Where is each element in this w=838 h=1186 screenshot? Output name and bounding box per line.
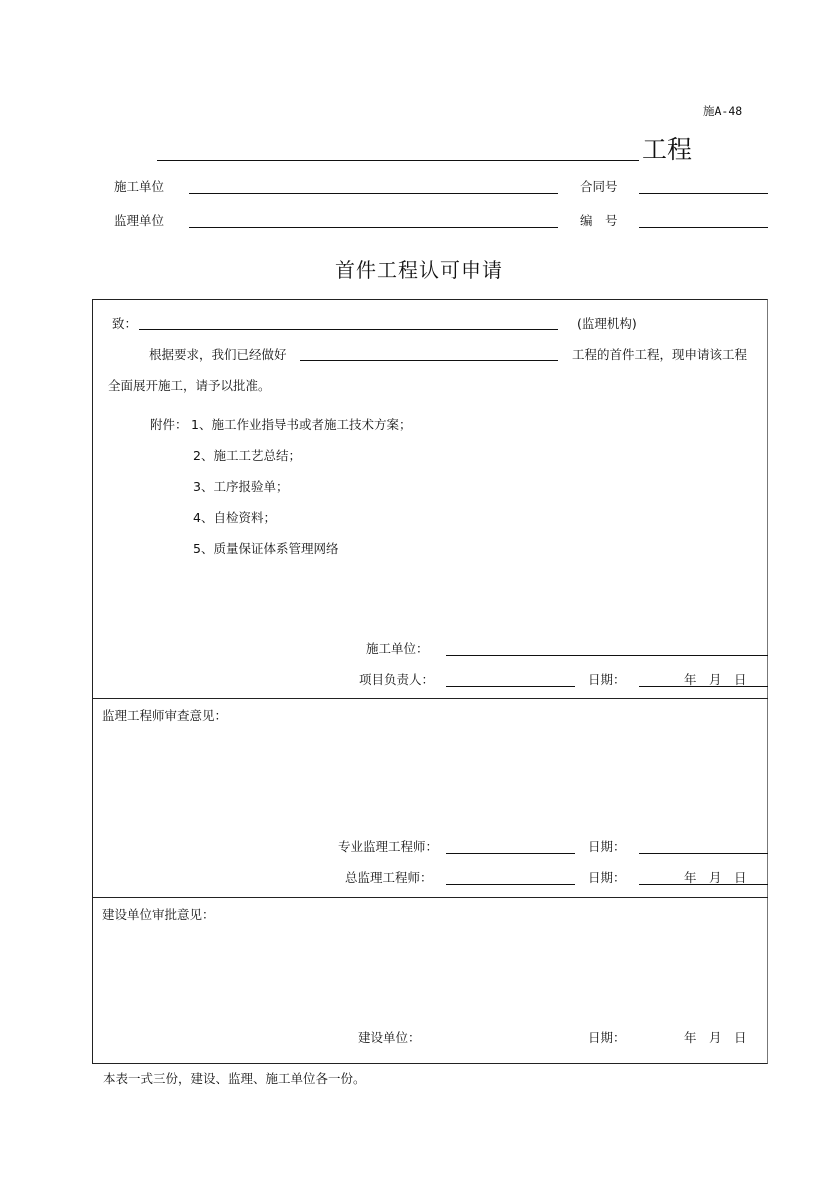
specialist-engineer-label: 专业监理工程师： — [338, 839, 439, 854]
construction-unit-field[interactable] — [189, 193, 558, 194]
date-ymd: 年 月 日 — [684, 870, 747, 885]
date-label: 日期： — [588, 672, 626, 687]
section-divider — [92, 698, 768, 699]
project-suffix: 工程 — [642, 135, 693, 164]
owner-approval-heading: 建设单位审批意见： — [102, 907, 215, 922]
date-label: 日期： — [588, 870, 626, 885]
attachments-label: 附件： — [150, 417, 188, 432]
supervision-unit-label: 监理单位 — [114, 213, 165, 228]
serial-no-field[interactable] — [639, 227, 768, 228]
contract-no-field[interactable] — [639, 193, 768, 194]
supervisor-review-heading: 监理工程师审查意见： — [102, 708, 228, 723]
contractor-label: 施工单位： — [366, 641, 429, 656]
to-label: 致： — [112, 316, 138, 331]
form-code: 施A-48 — [703, 104, 743, 118]
body-prefix: 根据要求，我们已经做好 — [149, 347, 287, 362]
contractor-field[interactable] — [446, 655, 768, 656]
attachment-item: 1、施工作业指导书或者施工技术方案； — [191, 417, 412, 432]
section-divider — [92, 897, 768, 898]
date-ymd: 年 月 日 — [684, 672, 747, 687]
date-label: 日期： — [588, 1030, 626, 1045]
date-ymd: 年 月 日 — [684, 1030, 747, 1045]
owner-unit-label: 建设单位： — [358, 1030, 421, 1045]
project-lead-field[interactable] — [446, 686, 575, 687]
attachment-item: 2、施工工艺总结； — [193, 448, 301, 463]
project-lead-label: 项目负责人： — [359, 672, 435, 687]
footer-note: 本表一式三份，建设、监理、施工单位各一份。 — [103, 1071, 366, 1086]
to-field[interactable] — [139, 329, 558, 330]
project-name-field[interactable] — [157, 160, 639, 161]
contract-no-label: 合同号 — [580, 179, 618, 194]
body-suffix: 工程的首件工程，现申请该工程 — [572, 347, 748, 362]
specialist-date-field[interactable] — [639, 853, 768, 854]
attachment-item: 5、质量保证体系管理网络 — [193, 541, 339, 556]
to-suffix: (监理机构) — [577, 316, 637, 331]
form-title: 首件工程认可申请 — [335, 258, 503, 282]
body-project-field[interactable] — [300, 360, 558, 361]
serial-no-label: 编 号 — [580, 213, 618, 228]
chief-engineer-field[interactable] — [446, 884, 575, 885]
date-label: 日期： — [588, 839, 626, 854]
supervisor-review-opinion-area[interactable] — [100, 725, 760, 825]
owner-approval-opinion-area[interactable] — [100, 925, 760, 1015]
supervision-unit-field[interactable] — [189, 227, 558, 228]
specialist-engineer-field[interactable] — [446, 853, 575, 854]
body-line2: 全面展开施工，请予以批准。 — [108, 378, 271, 393]
construction-unit-label: 施工单位 — [114, 179, 165, 194]
attachment-item: 4、自检资料； — [193, 510, 276, 525]
chief-engineer-label: 总监理工程师： — [345, 870, 433, 885]
attachment-item: 3、工序报验单； — [193, 479, 289, 494]
